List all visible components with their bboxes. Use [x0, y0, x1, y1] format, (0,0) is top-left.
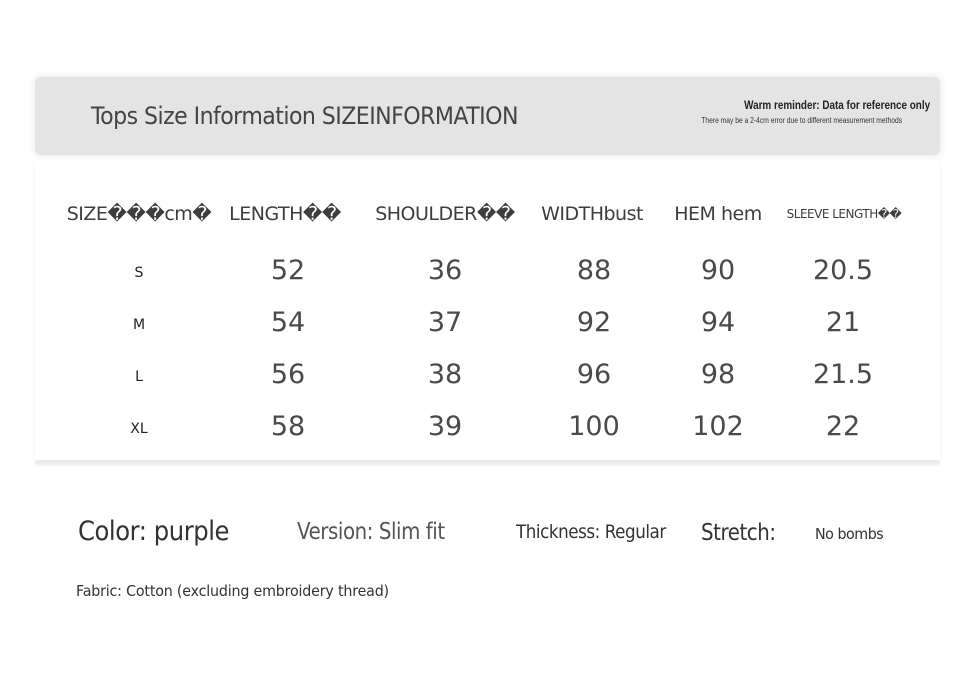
- hem-value: 98: [700, 359, 736, 390]
- shoulder-value: 37: [427, 307, 463, 338]
- table-row: [35, 406, 940, 458]
- length-value: 52: [270, 255, 306, 286]
- size-table: [35, 198, 940, 458]
- title-bar: [35, 77, 940, 155]
- shoulder-value: 36: [427, 255, 463, 286]
- reminder-note: There may be a 2-4cm error due to different measurement methods: [701, 116, 902, 125]
- header-hem: HEM hem: [674, 203, 762, 225]
- length-value: 58: [270, 411, 306, 442]
- width-value: 100: [568, 411, 620, 442]
- header-size: SIZE���cm�: [66, 203, 212, 225]
- version-attribute: Version: Slim fit: [297, 519, 445, 545]
- sleeve-length-value: 22: [825, 411, 861, 442]
- stretch-label: Stretch:: [701, 520, 776, 546]
- size-label: S: [134, 265, 144, 281]
- header-shoulder: SHOULDER��: [375, 203, 515, 225]
- hem-value: 102: [692, 411, 744, 442]
- page-title: Tops Size Information SIZEINFORMATION: [91, 102, 518, 130]
- size-table-panel: [35, 160, 940, 462]
- reminder-text: Warm reminder: Data for reference only: [744, 100, 930, 112]
- width-value: 88: [576, 255, 612, 286]
- reminder-block: [663, 100, 930, 125]
- stretch-value: No bombs: [815, 525, 884, 543]
- sleeve-length-value: 21.5: [812, 359, 874, 390]
- table-bottom-divider: [35, 460, 940, 466]
- table-row: [35, 354, 940, 406]
- fabric-attribute: Fabric: Cotton (excluding embroidery thread): [76, 582, 389, 600]
- shoulder-value: 39: [427, 411, 463, 442]
- size-label: L: [135, 369, 143, 385]
- sleeve-length-value: 21: [825, 307, 861, 338]
- color-attribute: Color: purple: [78, 516, 230, 547]
- length-value: 56: [270, 359, 306, 390]
- hem-value: 94: [700, 307, 736, 338]
- hem-value: 90: [700, 255, 736, 286]
- shoulder-value: 38: [427, 359, 463, 390]
- table-header-row: [35, 198, 940, 250]
- width-value: 96: [576, 359, 612, 390]
- size-label: XL: [130, 421, 148, 437]
- table-row: [35, 250, 940, 302]
- header-length: LENGTH��: [229, 203, 341, 225]
- width-value: 92: [576, 307, 612, 338]
- length-value: 54: [270, 307, 306, 338]
- thickness-attribute: Thickness: Regular: [516, 521, 666, 543]
- table-row: [35, 302, 940, 354]
- size-label: M: [132, 317, 146, 333]
- header-width: WIDTHbust: [541, 203, 643, 225]
- sleeve-length-value: 20.5: [812, 255, 874, 286]
- header-sleeve-length: SLEEVE LENGTH��: [786, 207, 902, 221]
